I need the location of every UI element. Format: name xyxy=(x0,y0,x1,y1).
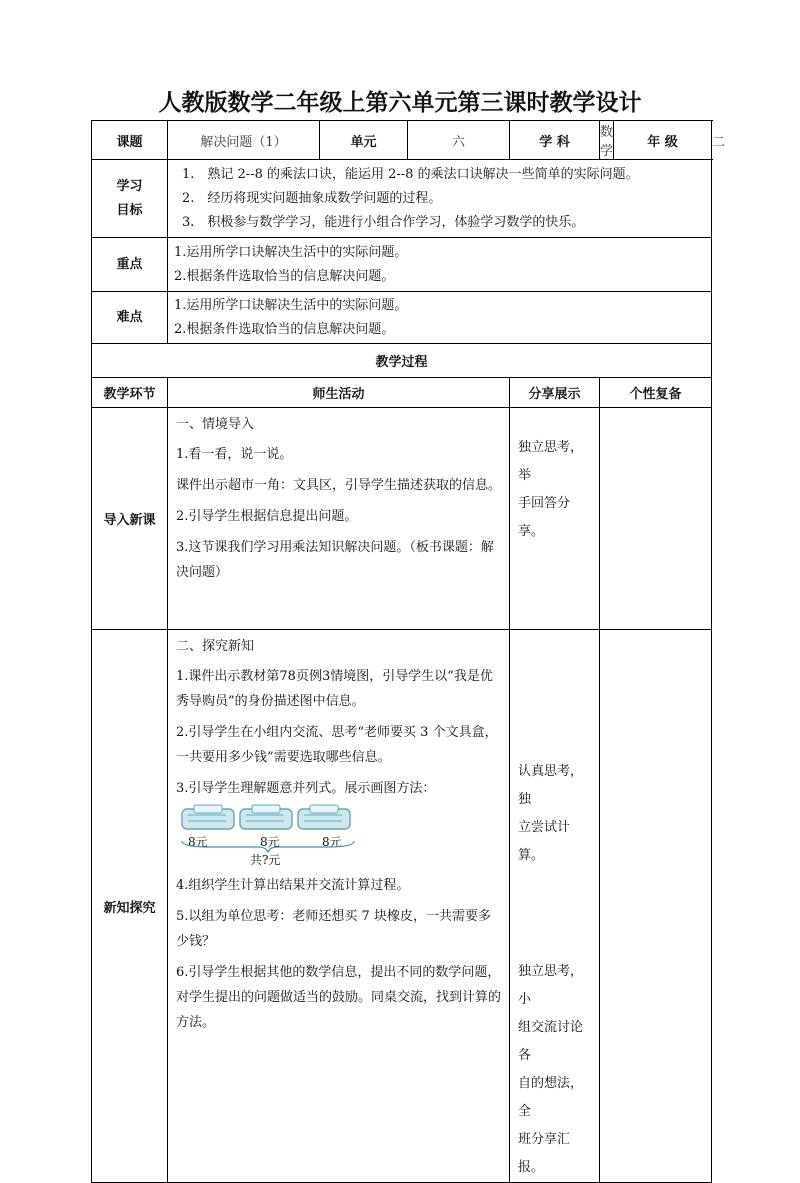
section-intro-share xyxy=(510,408,600,630)
price-label: 8元 xyxy=(188,835,208,849)
section-intro-name: 导入新课 xyxy=(92,408,168,630)
key-point-item: 1.运用所学口诀解决生活中的实际问题。 xyxy=(174,244,408,260)
activity-line: 一、情境导入 xyxy=(176,417,255,432)
key-points-list xyxy=(168,238,712,292)
goals-list xyxy=(168,160,712,238)
section-explore-name: 新知探究 xyxy=(92,630,168,1183)
goal-item: 2. 经历将现实问题抽象成数学问题的过程。 xyxy=(182,190,442,206)
goal-item: 1. 熟记 2--8 的乘法口诀，能运用 2--8 的乘法口诀解决一些简单的实际问题。 xyxy=(182,166,639,182)
share-line: 组交流讨论各 xyxy=(518,1020,584,1063)
key-point-item: 2.根据条件选取恰当的信息解决问题。 xyxy=(174,268,395,284)
goals-label-line1: 学习 xyxy=(116,178,143,194)
activity-line: 2.引导学生在小组内交流、思考“老师要买 3 个文具盒，一共要用多少钱”需要选取哪些信息。 xyxy=(176,725,498,765)
share-line: 独立思考，举 xyxy=(518,440,584,483)
activity-line: 5.以组为单位思考：老师还想买 7 块橡皮，一共需要多少钱？ xyxy=(176,909,491,949)
activity-line: 3.引导学生理解题意并列式。展示画图方法： xyxy=(176,781,436,796)
subject-label: 学 科 xyxy=(510,121,600,160)
activity-line: 6.引导学生根据其他的数学信息，提出不同的数学问题，对学生提出的问题做适当的鼓励。同桌交流，找到计算的方法。 xyxy=(176,965,502,1030)
section-explore-activities xyxy=(168,630,510,1183)
header-activity: 师生活动 xyxy=(168,378,510,408)
section-explore-share xyxy=(510,630,600,1183)
section-explore-prep xyxy=(600,630,712,1183)
share-line: 手回答分享。 xyxy=(518,496,571,539)
topic-label: 课题 xyxy=(92,121,168,160)
section-intro-activities xyxy=(168,408,510,630)
process-header-row xyxy=(92,378,712,408)
header-prep: 个性复备 xyxy=(600,378,712,408)
pencil-boxes-illustration xyxy=(178,803,358,837)
unit-value: 六 xyxy=(408,121,510,160)
section-explore-row xyxy=(92,630,712,1183)
pencil-box-icon xyxy=(240,805,292,829)
share-line: 独立思考，小 xyxy=(518,964,584,1007)
share-line: 认真思考，独 xyxy=(518,764,584,807)
section-intro-prep xyxy=(600,408,712,630)
pencil-box-icon xyxy=(182,805,234,829)
share-line: 班分享汇报。 xyxy=(518,1132,571,1175)
goals-label xyxy=(92,160,168,238)
goal-item: 3. 积极参与数学学习，能进行小组合作学习，体验学习数学的快乐。 xyxy=(182,214,585,230)
share-line: 立尝试计算。 xyxy=(518,820,571,863)
difficulty-item: 1.运用所学口诀解决生活中的实际问题。 xyxy=(174,297,408,313)
activity-line: 3.这节课我们学习用乘法知识解决问题。（板书课题：解决问题） xyxy=(176,540,494,580)
pencil-box-diagram xyxy=(176,803,456,869)
difficulty-item: 2.根据条件选取恰当的信息解决问题。 xyxy=(174,321,395,337)
activity-line: 1.课件出示教材第78页例3情境图，引导学生以“我是优秀导购员”的身份描述图中信息。 xyxy=(176,669,493,709)
share-line: 自的想法，全 xyxy=(518,1076,584,1119)
subject-value: 数 学 xyxy=(600,121,614,160)
topic-value: 解决问题（1） xyxy=(168,121,320,160)
goals-row xyxy=(92,160,712,238)
goals-label-line2: 目标 xyxy=(116,202,143,218)
key-points-row xyxy=(92,238,712,292)
price-label: 8元 xyxy=(260,835,280,849)
difficulties-row xyxy=(92,292,712,344)
difficulties-label: 难点 xyxy=(92,292,168,344)
header-stage: 教学环节 xyxy=(92,378,168,408)
grade-label: 年 级 xyxy=(614,121,712,160)
info-row: 课题 解决问题（1） 单元 六 学 科 数 学 年 级 二 xyxy=(92,121,712,160)
header-share: 分享展示 xyxy=(510,378,600,408)
price-label: 8元 xyxy=(322,835,342,849)
unit-label: 单元 xyxy=(320,121,408,160)
activity-line: 2.引导学生根据信息提出问题。 xyxy=(176,509,358,524)
process-title-row xyxy=(92,344,712,378)
process-title: 教学过程 xyxy=(92,344,712,378)
difficulties-list xyxy=(168,292,712,344)
total-label: 共?元 xyxy=(250,853,281,867)
lesson-plan-table xyxy=(91,120,726,1183)
activity-line: 4.组织学生计算出结果并交流计算过程。 xyxy=(176,878,410,893)
activity-line: 课件出示超市一角：文具区，引导学生描述获取的信息。 xyxy=(176,478,502,493)
activity-line: 二、探究新知 xyxy=(176,639,255,654)
key-points-label: 重点 xyxy=(92,238,168,292)
pencil-box-icon xyxy=(298,805,350,829)
section-intro-row xyxy=(92,408,712,630)
activity-line: 1.看一看，说一说。 xyxy=(176,447,293,462)
page-title: 人教版数学二年级上第六单元第三课时教学设计 xyxy=(158,90,642,116)
